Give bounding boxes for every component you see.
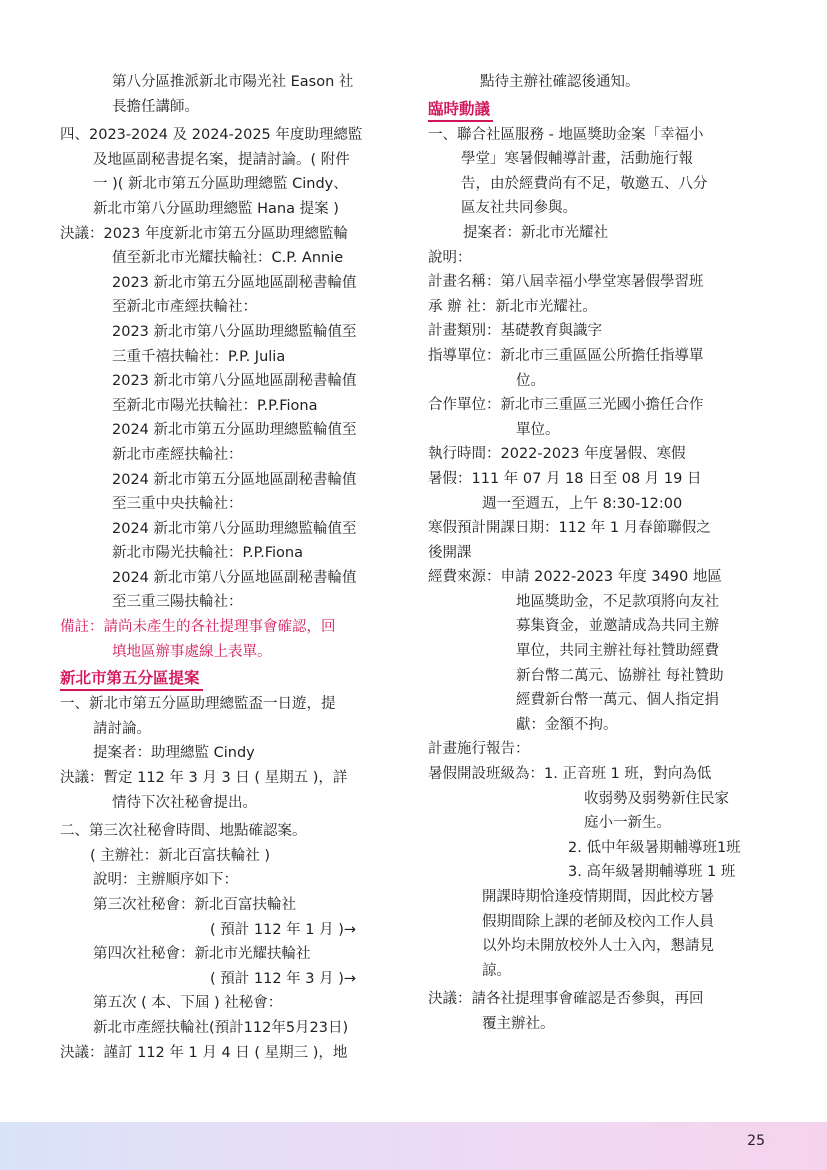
text-line: 週一至週五，上午 8:30-12:00 [482, 495, 683, 512]
text-line: 覆主辦社。 [482, 1015, 555, 1032]
proposal-item-2: 二、第三次社秘會時間、地點確認案。 [60, 823, 307, 840]
text-line: 承 辦 社：新北市光耀社。 [428, 298, 597, 315]
motion-item-1: 一、聯合社區服務 - 地區獎助金案「幸福小 [428, 126, 704, 143]
text-line: 單位。 [516, 421, 560, 438]
text-line: 2023 新北市第八分區助理總監輪值至 [112, 323, 357, 340]
text-line: 收弱勢及弱勢新住民家 [584, 790, 729, 807]
text-line: 2024 新北市第八分區地區副秘書輪值 [112, 569, 357, 586]
text-line: 告，由於經費尚有不足，敬邀五、八分 [461, 175, 708, 192]
text-line: 新北市陽光扶輪社：P.P.Fiona [112, 545, 303, 562]
note-line: 填地區辦事處線上表單。 [112, 643, 272, 660]
text-line: 新北市第八分區助理總監 Hana 提案 ) [93, 200, 339, 217]
text-line: 後開課 [428, 544, 472, 561]
text-line: 庭小一新生。 [584, 815, 671, 832]
text-line: 假期間除上課的老師及校內工作人員 [482, 913, 714, 930]
text-line: 一 )( 新北市第五分區助理總監 Cindy、 [93, 176, 348, 193]
text-line: 以外均未開放校外人士入內，懇請見 [482, 938, 714, 955]
text-line: 情待下次社秘會提出。 [112, 794, 257, 811]
text-line: 2023 新北市第五分區地區副秘書輪值 [112, 274, 357, 291]
text-line: 執行時間：2022-2023 年度暑假、寒假 [428, 446, 686, 463]
section-heading-district5: 新北市第五分區提案 [60, 667, 203, 691]
text-line: 2024 新北市第五分區助理總監輪值至 [112, 422, 357, 439]
left-column [60, 70, 405, 1065]
text-line: 2024 新北市第五分區地區副秘書輪值 [112, 471, 357, 488]
text-line: 及地區副秘書提名案，提請討論。( 附件 [93, 151, 350, 168]
text-line: 至三重三陽扶輪社： [112, 594, 243, 611]
agenda-item-4: 四、2023-2024 及 2024-2025 年度助理總監 [60, 127, 363, 144]
text-line: 第八分區推派新北市陽光社 Eason 社 [112, 74, 354, 90]
text-line: 點待主辦社確認後通知。 [480, 74, 640, 90]
text-line: 至三重中央扶輪社： [112, 496, 243, 513]
resolution-line: 決議：暫定 112 年 3 月 3 日 ( 星期五 )，詳 [60, 770, 348, 787]
text-line: 2024 新北市第八分區助理總監輪值至 [112, 520, 357, 537]
text-line: 說明： [428, 249, 472, 266]
resolution-line: 決議：謹訂 112 年 1 月 4 日 ( 星期三 )，地 [60, 1044, 348, 1061]
page-number: 25 [747, 1133, 765, 1149]
text-line: 第四次社秘會：新北市光耀扶輪社 [93, 946, 311, 963]
note-line: 備註：請尚未產生的各社提理事會確認，回 [60, 619, 336, 636]
text-line: 第三次社秘會：新北百富扶輪社 [93, 897, 296, 913]
section-heading-temporary-motion: 臨時動議 [428, 98, 493, 122]
text-line: 至新北市產經扶輪社： [112, 299, 257, 316]
text-line: 暑假開設班級為：1. 正音班 1 班，對向為低 [428, 766, 712, 783]
text-line: 新台幣二萬元、協辦社 每社贊助 [516, 667, 724, 684]
proposer-line: 提案者：助理總監 Cindy [93, 745, 255, 762]
text-line: 開課時期恰逢疫情期間，因此校方暑 [482, 889, 714, 905]
text-line: 獻：金額不拘。 [516, 716, 618, 733]
text-line: 計畫施行報告： [428, 741, 530, 758]
text-line: 說明：主辦順序如下： [93, 872, 238, 889]
text-line: 學堂」寒暑假輔導計畫，活動施行報 [461, 151, 693, 168]
text-line: 三重千禧扶輪社：P.P. Julia [112, 348, 286, 365]
text-line: ( 預計 112 年 1 月 )→ [210, 921, 357, 938]
text-line: 經費來源：申請 2022-2023 年度 3490 地區 [428, 569, 722, 586]
text-line: 3. 高年級暑期輔導班 1 班 [568, 864, 736, 881]
host-line: ( 主辦社：新北百富扶輪社 ) [90, 847, 271, 864]
text-line: 計畫類別：基礎教育與識字 [428, 323, 602, 340]
resolution-line: 決議：請各社提理事會確認是否參與，再回 [428, 991, 704, 1008]
text-line: 區友社共同參與。 [461, 200, 577, 217]
text-line: 新北市產經扶輪社(預計112年5月23日) [93, 1019, 349, 1036]
text-line: 暑假：111 年 07 月 18 日至 08 月 19 日 [428, 470, 702, 487]
text-line: 位。 [516, 372, 545, 389]
text-line: 計畫名稱：第八屆幸福小學堂寒暑假學習班 [428, 274, 704, 291]
text-line: 2. 低中年級暑期輔導班1班 [568, 839, 741, 856]
right-column [428, 70, 778, 1037]
text-line: 單位，共同主辦社每社贊助經費 [516, 643, 719, 660]
text-line: 2023 新北市第八分區地區副秘書輪值 [112, 373, 357, 390]
text-line: 經費新台幣一萬元、個人指定捐 [516, 692, 719, 709]
text-line: ( 預計 112 年 3 月 )→ [210, 970, 357, 987]
resolution-line: 決議：2023 年度新北市第五分區助理總監輪 [60, 225, 349, 242]
text-line: 指導單位：新北市三重區區公所擔任指導單 [428, 347, 704, 364]
proposal-item-1: 一、新北市第五分區助理總監盃一日遊，提 [60, 696, 336, 713]
text-line: 長擔任講師。 [112, 98, 199, 115]
text-line: 請討論。 [93, 720, 151, 737]
footer-band [0, 1122, 827, 1170]
text-line: 合作單位：新北市三重區三光國小擔任合作 [428, 397, 704, 414]
text-line: 募集資金，並邀請成為共同主辦 [516, 618, 719, 635]
text-line: 新北市產經扶輪社： [112, 446, 243, 463]
text-line: 諒。 [482, 962, 511, 979]
text-line: 第五次 ( 本、下屆 ) 社秘會： [93, 995, 283, 1012]
text-line: 至新北市陽光扶輪社：P.P.Fiona [112, 397, 318, 414]
text-line: 寒假預計開課日期：112 年 1 月春節聯假之 [428, 520, 711, 537]
text-line: 值至新北市光耀扶輪社：C.P. Annie [112, 250, 344, 267]
text-line: 地區獎助金，不足款項將向友社 [516, 593, 719, 610]
proposer-line: 提案者：新北市光耀社 [463, 224, 608, 241]
